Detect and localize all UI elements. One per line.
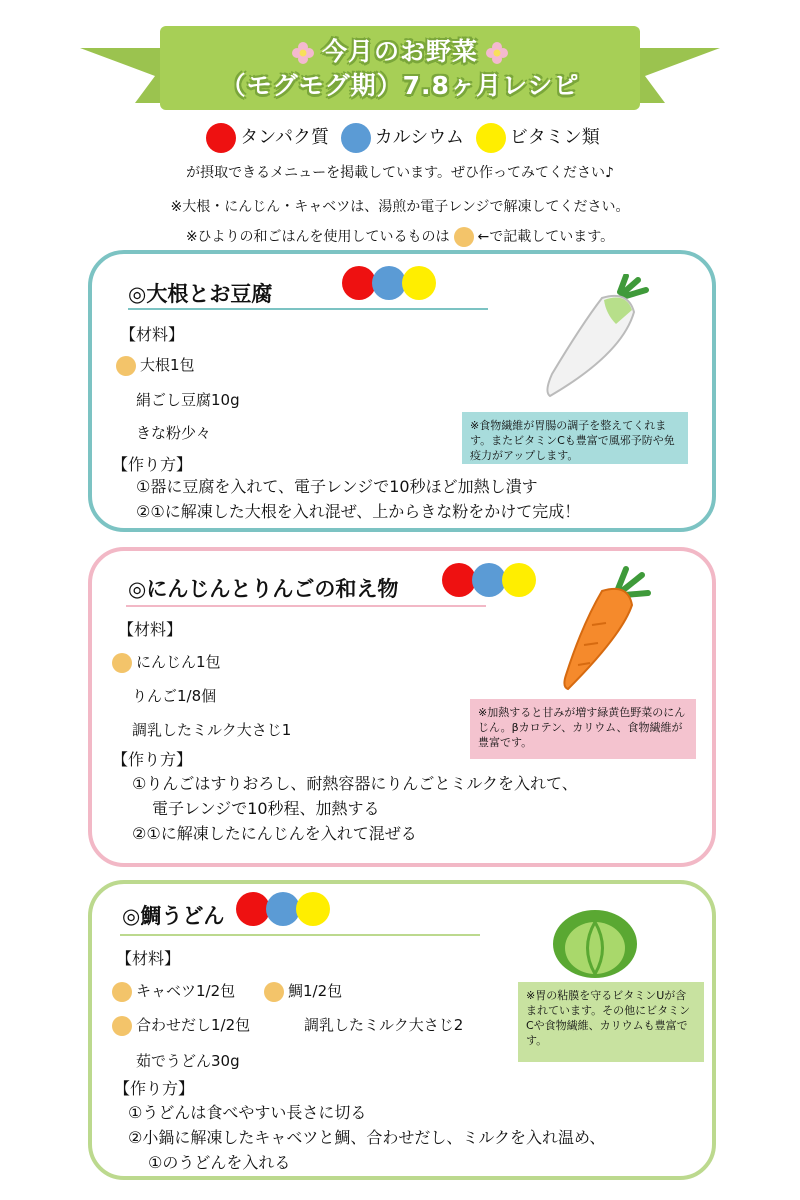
ingredient: 合わせだし1/2包	[112, 1014, 250, 1036]
wagohan-marker-icon	[112, 653, 132, 673]
protein-dot	[342, 266, 376, 300]
carrot-icon	[562, 565, 652, 695]
wagohan-marker-icon	[116, 356, 136, 376]
protein-dot	[236, 892, 270, 926]
ingredient: 絹ごし豆腐10g	[136, 391, 240, 409]
wagohan-marker-icon	[112, 982, 132, 1002]
recipe-title: ◎にんじんとりんごの和え物	[128, 577, 399, 601]
materials-label: 【材料】	[116, 949, 181, 968]
ingredient: 鯛1/2包	[260, 980, 342, 1002]
daikon-icon	[542, 274, 652, 404]
recipe-card-tai-udon	[88, 880, 716, 1180]
ingredient: キャベツ1/2包	[112, 980, 235, 1002]
ingredient: 大根1包	[116, 354, 195, 376]
steps-label: 【作り方】	[112, 750, 193, 769]
recipe-card-carrot	[88, 547, 716, 867]
step: ①うどんは食べやすい長さに切る	[128, 1103, 367, 1122]
ingredient: りんご1/8個	[132, 687, 217, 705]
protein-dot	[442, 563, 476, 597]
wagohan-marker-icon	[454, 227, 474, 247]
materials-label: 【材料】	[120, 325, 185, 344]
nutrition-note: ※加熱すると甘みが増す緑黄色野菜のにんじん。βカロテン、カリウム、食物繊維が豊富です。	[470, 699, 696, 759]
nutrient-legend: タンパク質 カルシウム ビタミン類	[0, 123, 800, 153]
thaw-note: ※大根・にんじん・キャベツは、湯煎か電子レンジで解凍してください。	[170, 199, 630, 215]
nutrient-dots	[442, 563, 532, 597]
recipe-title: ◎大根とお豆腐	[128, 282, 273, 306]
nutrient-dots	[342, 266, 432, 300]
wagohan-note: ※ひよりの和ごはんを使用しているものは ←で記載しています。	[185, 229, 615, 245]
step: ②①に解凍したにんじんを入れて混ぜる	[132, 824, 417, 843]
ingredient: 茹でうどん30g	[136, 1052, 240, 1070]
step: ①のうどんを入れる	[148, 1153, 291, 1172]
step: ②小鍋に解凍したキャベツと鯛、合わせだし、ミルクを入れ温め、	[128, 1128, 606, 1147]
flower-icon	[486, 42, 508, 64]
wagohan-marker-icon	[264, 982, 284, 1002]
nutrition-note: ※食物繊維が胃腸の調子を整えてくれます。またビタミンCも豊富で風邪予防や免疫力がアップします。	[462, 412, 688, 464]
step: 電子レンジで10秒程、加熱する	[152, 799, 380, 818]
cabbage-icon	[550, 902, 640, 982]
calcium-dot	[372, 266, 406, 300]
wagohan-marker-icon	[112, 1016, 132, 1036]
page-title: 今月のお野菜	[0, 32, 800, 68]
step: ②①に解凍した大根を入れ混ぜ、上からきな粉をかけて完成！	[136, 502, 581, 521]
flower-icon	[292, 42, 314, 64]
legend-description: が摂取できるメニューを掲載しています。ぜひ作ってみてください♪	[186, 165, 614, 181]
recipe-title: ◎鯛うどん	[122, 904, 225, 928]
title-underline	[126, 605, 486, 607]
ingredient: 調乳したミルク大さじ2	[304, 1016, 464, 1034]
calcium-dot	[472, 563, 506, 597]
page-subtitle: （モグモグ期）7.8ヶ月レシピ	[220, 71, 580, 100]
calcium-dot	[341, 123, 371, 153]
vitamin-dot	[296, 892, 330, 926]
vitamin-dot	[502, 563, 536, 597]
nutrient-dots	[236, 892, 326, 926]
vitamin-dot	[402, 266, 436, 300]
materials-label: 【材料】	[118, 620, 183, 639]
ingredient: 調乳したミルク大さじ1	[132, 721, 292, 739]
recipe-card-daikon	[88, 250, 716, 532]
steps-label: 【作り方】	[114, 1079, 195, 1098]
title-underline	[120, 934, 480, 936]
title-underline	[128, 308, 488, 310]
protein-dot	[206, 123, 236, 153]
step: ①器に豆腐を入れて、電子レンジで10秒ほど加熱し潰す	[136, 477, 538, 496]
nutrition-note: ※胃の粘膜を守るビタミンUが含まれています。その他にビタミンCや食物繊維、カリウムも豊富です。	[518, 982, 704, 1062]
step: ①りんごはすりおろし、耐熱容器にりんごとミルクを入れて、	[132, 774, 578, 793]
calcium-dot	[266, 892, 300, 926]
steps-label: 【作り方】	[112, 455, 193, 474]
vitamin-dot	[476, 123, 506, 153]
ingredient: きな粉少々	[136, 424, 212, 442]
ingredient: にんじん1包	[112, 651, 221, 673]
